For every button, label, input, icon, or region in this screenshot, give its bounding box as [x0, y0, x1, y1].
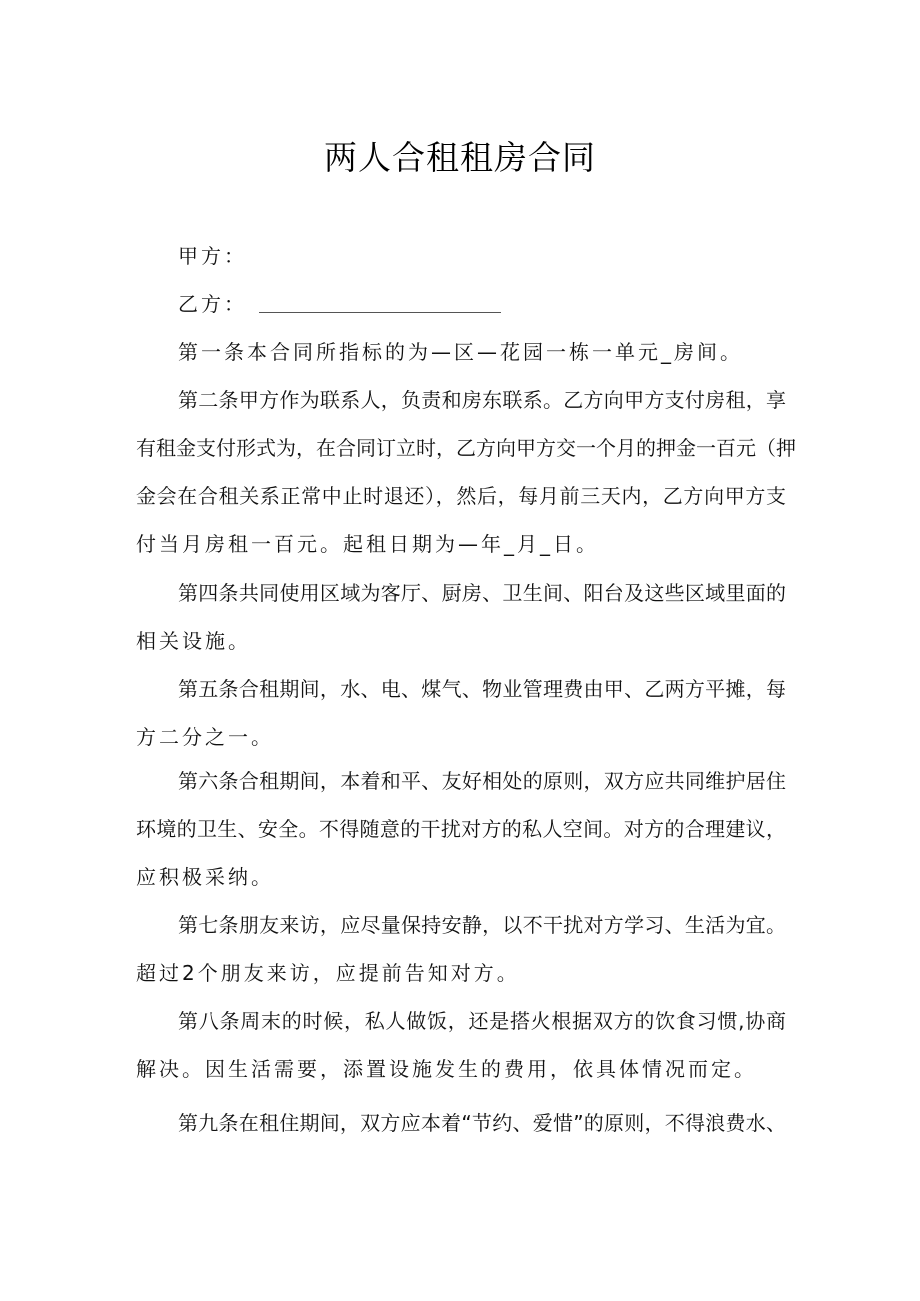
clause-line: 第五条合租期间，水、电、煤气、物业管理费由甲、乙两方平摊，每 [178, 677, 786, 701]
clause-line: 超过2个朋友来访，应提前告知对方。 [136, 961, 520, 985]
clause-line: 付当月房租一百元。起租日期为—年_月_日。 [136, 532, 599, 556]
clause-line: 第四条共同使用区域为客厅、厨房、卫生间、阳台及这些区域里面的 [178, 581, 786, 605]
party-a-text: 甲方： [178, 244, 247, 268]
clause-line: 环境的卫生、安全。不得随意的干扰对方的私人空间。对方的合理建议， [136, 817, 786, 841]
party-b-text: 乙方： [178, 292, 247, 316]
clause-line: 第八条周末的时候，私人做饭，还是搭火根据双方的饮食习惯,协商 [178, 1009, 786, 1033]
clause-line: 相关设施。 [136, 629, 251, 653]
clause-line: 方二分之一。 [136, 725, 274, 749]
clause-line: 金会在合租关系正常中止时退还），然后，每月前三天内，乙方向甲方支 [136, 484, 786, 508]
clause-line: 第六条合租期间，本着和平、友好相处的原则，双方应共同维护居住 [178, 769, 786, 793]
page-title: 两人合租租房合同 [324, 138, 596, 177]
clause-line: 第一条本合同所指标的为—区—花园一栋一单元_房间。 [178, 340, 743, 364]
clause-line: 第七条朋友来访，应尽量保持安静，以不干扰对方学习、生活为宜。 [178, 913, 786, 937]
party-b-label [178, 291, 828, 317]
party-b-blank-line [259, 298, 501, 313]
clause-line: 有租金支付形式为，在合同订立时，乙方向甲方交一个月的押金一百元（押 [136, 436, 796, 460]
party-a-label [178, 243, 828, 269]
clause-line: 应积极采纳。 [136, 865, 274, 889]
clause-line: 第九条在租住期间，双方应本着“节约、爱惜”的原则，不得浪费水、 [178, 1111, 786, 1135]
clause-line: 第二条甲方作为联系人，负责和房东联系。乙方向甲方支付房租，享 [178, 388, 786, 412]
clause-line: 解决。因生活需要，添置设施发生的费用，依具体情况而定。 [136, 1057, 757, 1081]
